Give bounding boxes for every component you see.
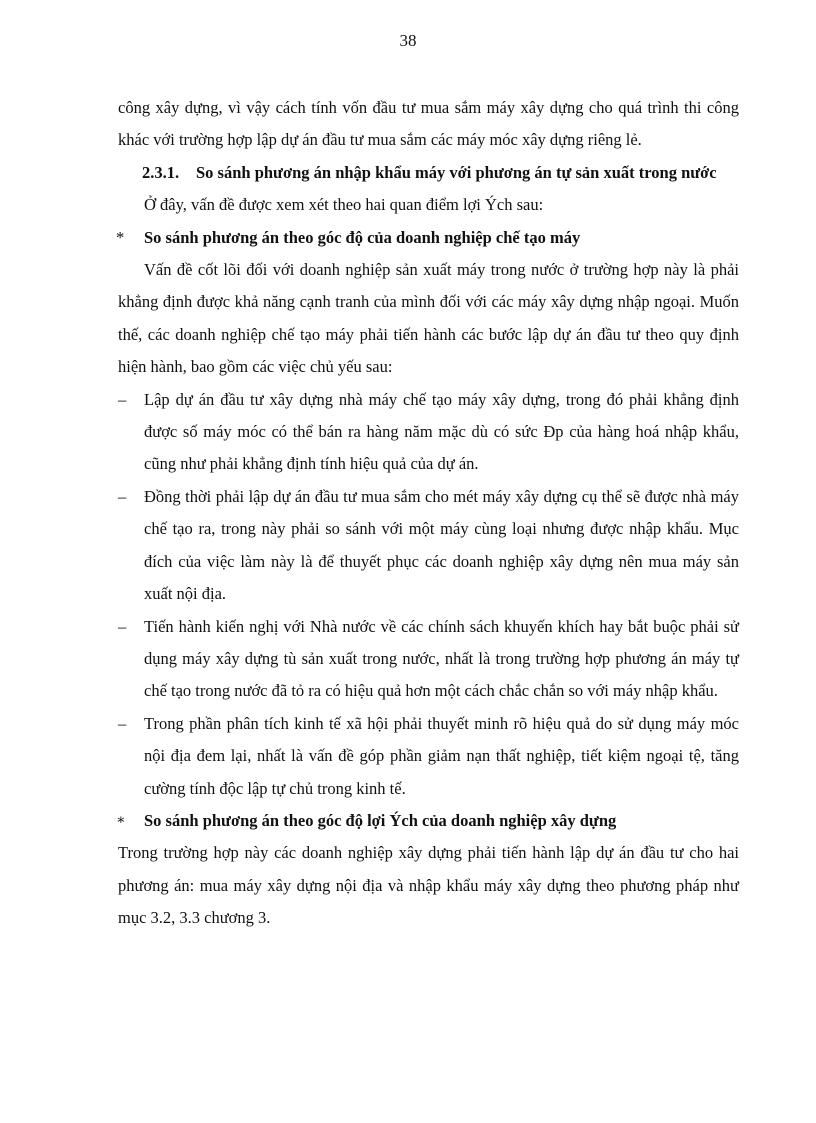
asterisk-bullet-icon: * xyxy=(116,227,125,247)
list-item xyxy=(118,708,739,805)
list-item-text: Đồng thời phải lập dự án đầu tư mua sắm cho mét máy xây dựng cụ thể sẽ được nhà máy chế tạo ra, trong này phải so sánh với một máy cùng loại nhưng được nhập khẩu. Mục đích của việc làm này là để thuyết phục các doanh nghiệp xây dựng nên mua máy sản xuất nội địa. xyxy=(144,486,739,604)
dash-bullet-icon: – xyxy=(118,389,127,409)
list-item xyxy=(118,481,739,611)
document-body xyxy=(118,92,739,935)
subheading-construction-firm xyxy=(116,805,739,837)
list-item xyxy=(118,384,739,481)
dash-bullet-icon: – xyxy=(118,616,127,636)
section-title: So sánh phương án nhập khẩu máy với phương án tự sản xuất trong nước xyxy=(196,162,717,182)
subheading-manufacturer-text: So sánh phương án theo góc độ của doanh nghiệp chế tạo máy xyxy=(144,227,581,247)
list-item-text: Trong phần phân tích kinh tế xã hội phải thuyết minh rõ hiệu quả do sử dụng máy móc nội địa đem lại, nhất là vấn đề góp phần giảm nạn thất nghiệp, tiết kiệm ngoại tệ, tăng cường tính độc lập tự chủ trong kinh tế. xyxy=(144,713,739,798)
subheading-construction-firm-text: So sánh phương án theo góc độ lợi Ých của doanh nghiệp xây dựng xyxy=(144,810,617,830)
section-heading-2-3-1 xyxy=(118,157,739,189)
list-item-text: Lập dự án đầu tư xây dựng nhà máy chế tạo máy xây dựng, trong đó phải khẳng định được số máy móc có thể bán ra hàng năm mặc dù có sức Ðp của hàng hoá nhập khẩu, cũng như phải khẳng định tính hiệu quả của dự án. xyxy=(144,389,739,474)
list-item xyxy=(118,611,739,708)
paragraph-continuation: công xây dựng, vì vậy cách tính vốn đầu tư mua sắm máy xây dựng cho quá trình thi công khác với trường hợp lập dự án đầu tư mua sắm các máy móc xây dựng riêng lẻ. xyxy=(118,98,739,150)
section-number: 2.3.1. xyxy=(142,162,180,182)
paragraph-core-issue: Vấn đề cốt lõi đối với doanh nghiệp sản xuất máy trong nước ở trường hợp này là phải khẳng định được khả năng cạnh tranh của mình đối với các máy xây dựng nhập ngoại. Muốn thế, các doanh nghiệp chế tạo máy phải tiến hành các bước lập dự án đầu tư theo quy định hiện hành, bao gồm các việc chủ yếu sau: xyxy=(118,260,739,377)
star-bullet-icon: ∗ xyxy=(116,812,126,828)
list-item-text: Tiến hành kiến nghị với Nhà nước về các chính sách khuyến khích hay bắt buộc phải sử dụng máy xây dựng tù sản xuất trong nước, nhất là trong trường hợp phương án máy tự chế tạo trong nước đã tỏ ra có hiệu quả hơn một cách chắc chắn so với máy nhập khẩu. xyxy=(144,616,739,701)
paragraph-intro: Ở đây, vấn đề được xem xét theo hai quan điểm lợi Ých sau: xyxy=(144,195,544,215)
dash-bullet-icon: – xyxy=(118,486,127,506)
dash-bullet-icon: – xyxy=(118,713,127,733)
paragraph-construction-firm: Trong trường hợp này các doanh nghiệp xây dựng phải tiến hành lập dự án đầu tư cho hai phương án: mua máy xây dựng nội địa và nhập khẩu máy xây dựng theo phương pháp như mục 3.2, 3.3 chương 3. xyxy=(118,843,739,928)
subheading-manufacturer xyxy=(116,222,739,254)
page-number: 38 xyxy=(399,31,417,50)
